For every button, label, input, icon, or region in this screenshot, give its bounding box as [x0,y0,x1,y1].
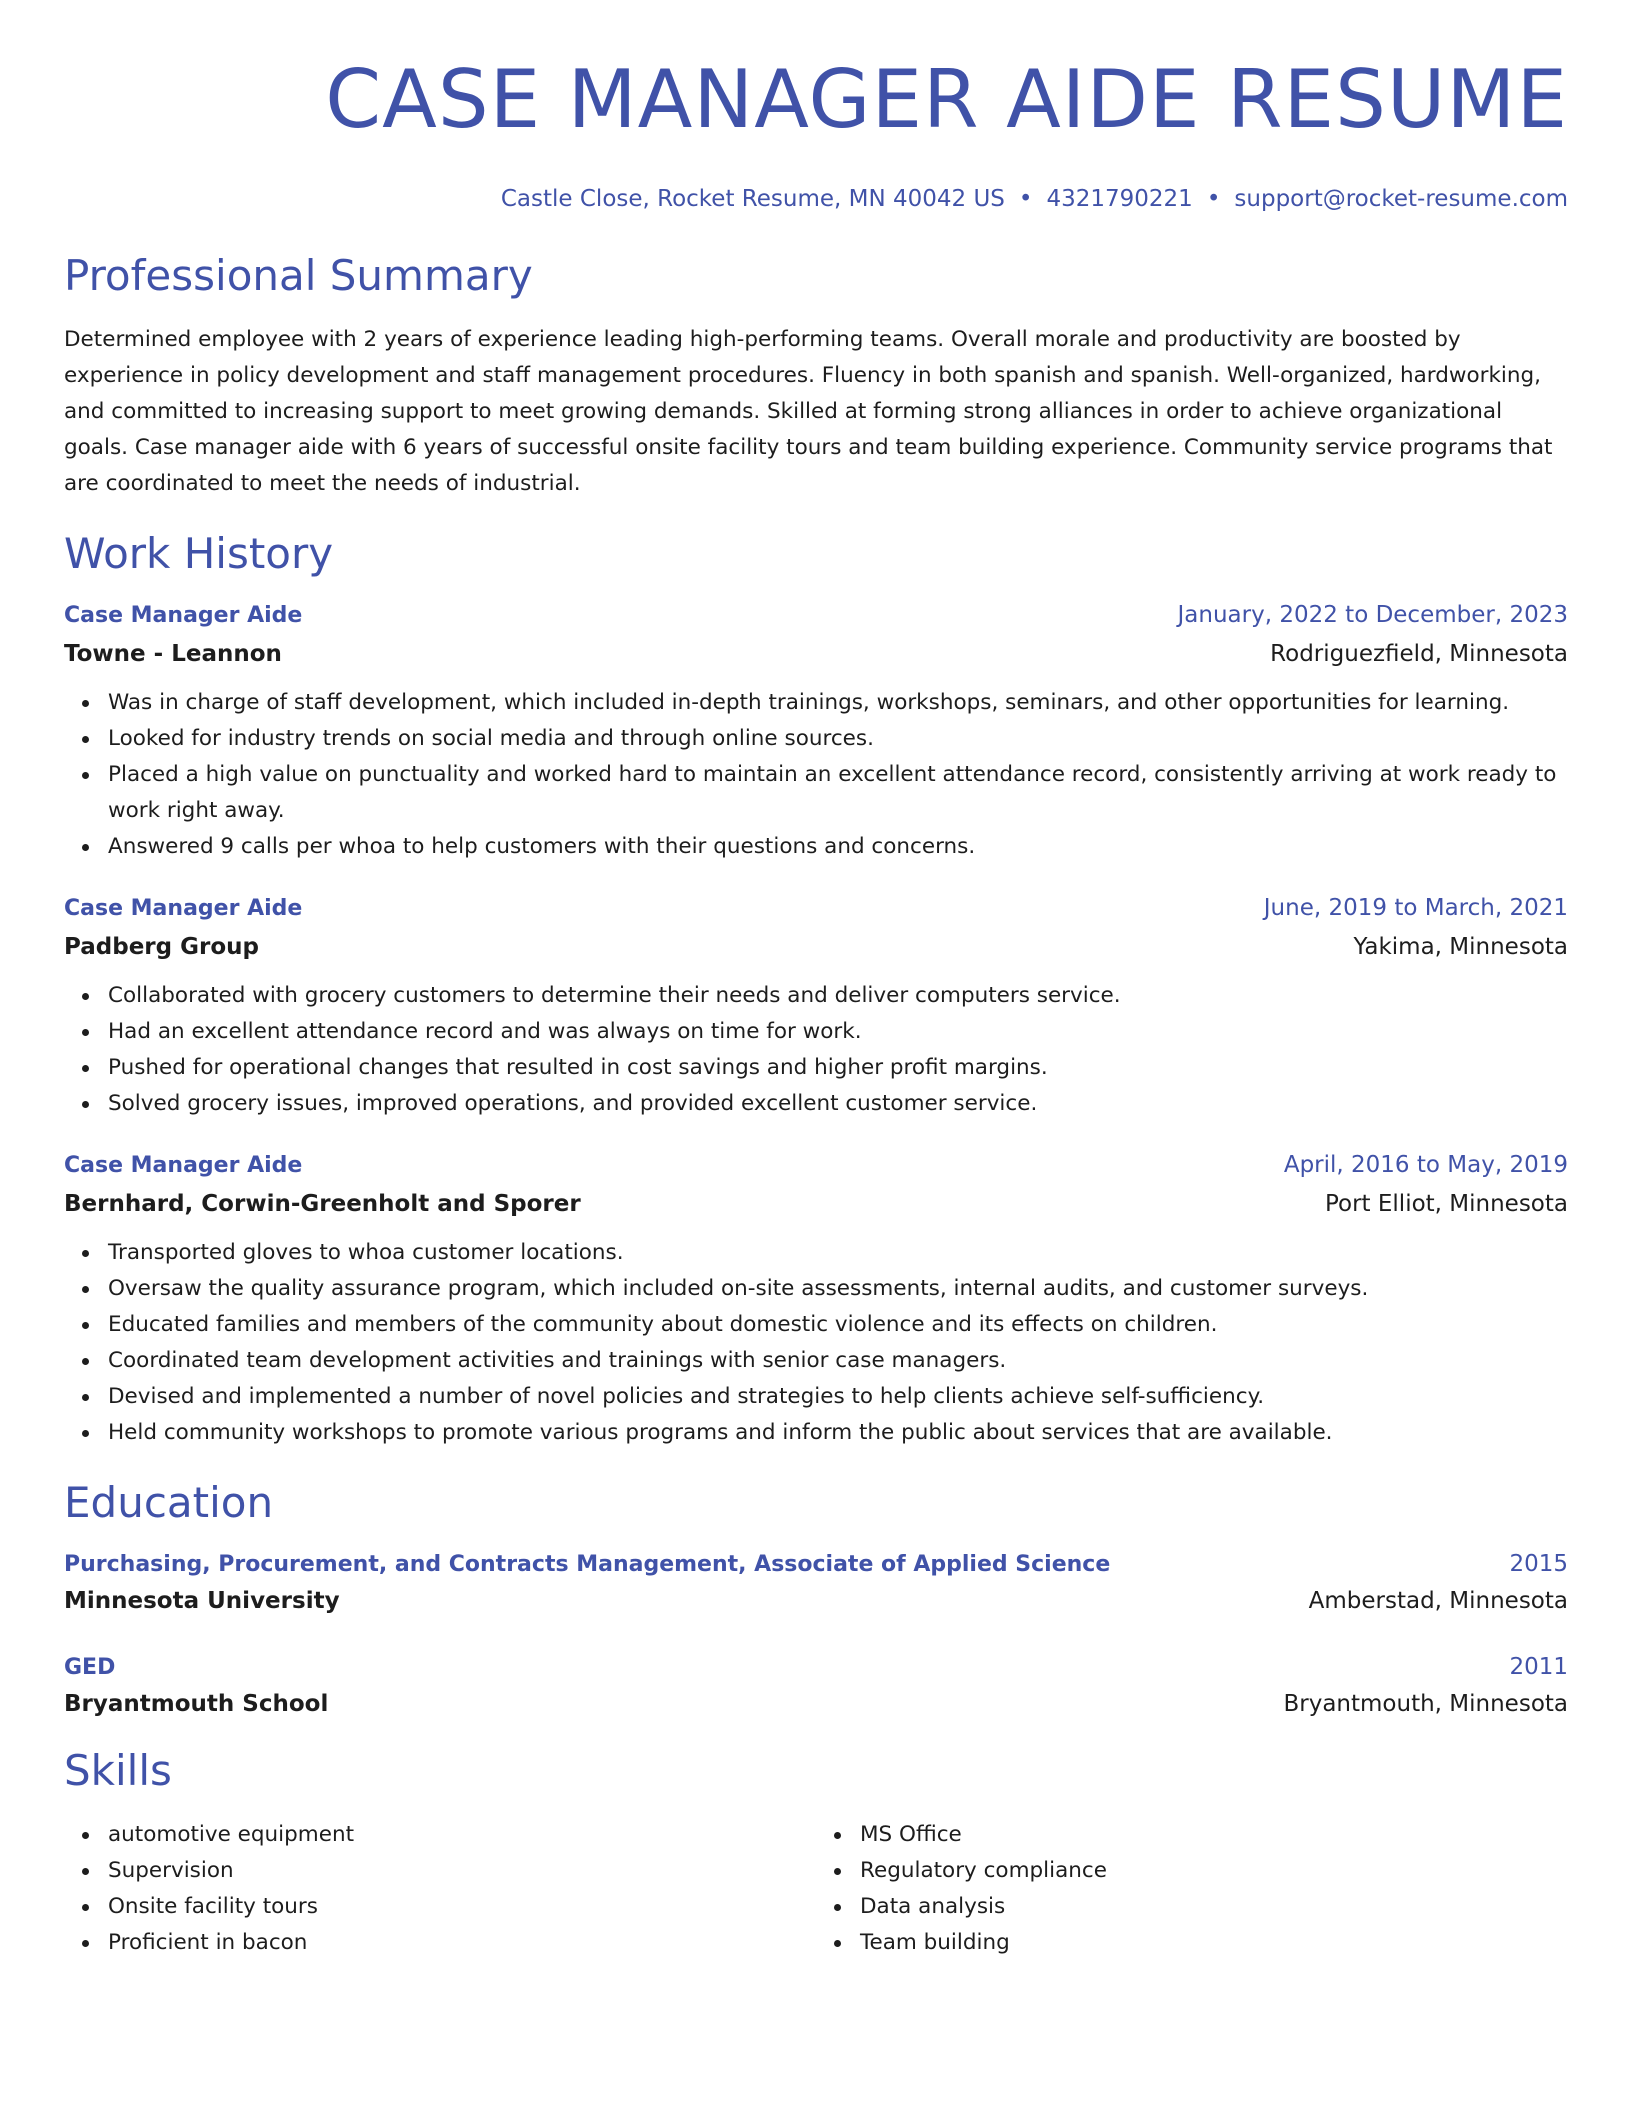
job-title: Case Manager Aide [64,603,303,628]
job-entry [64,1150,1568,1451]
job-entry [64,600,1568,865]
job-dates: January, 2022 to December, 2023 [1177,602,1568,628]
skill-item: automotive equipment [108,1817,816,1853]
summary-text: Determined employee with 2 years of experience leading high-performing teams. Overall morale and productivity are boosted by experience in policy development and staff management procedures. Fluency in both spanish and spanish. Well-organized, hardworking, and committed to increasing support to meet growing demands. Skilled at forming strong alliances in order to achieve organizational goals. Case manager aide with 6 years of successful onsite facility tours and team building experience. Community service programs that are coordinated to meet the needs of industrial. [64,327,1553,496]
job-bullets [64,978,1568,1122]
contact-address: Castle Close, Rocket Resume, MN 40042 US [500,186,1005,212]
job-title-row [64,893,1568,924]
skill-item: Regulatory compliance [860,1853,1568,1889]
job-entry [64,893,1568,1122]
job-title-row [64,600,1568,631]
list-item: Had an excellent attendance record and was always on time for work. [108,1014,1568,1050]
education-location: Amberstad, Minnesota [1308,1588,1568,1614]
contact-email[interactable]: support@rocket-resume.com [1234,186,1568,212]
education-school: Minnesota University [64,1588,340,1614]
skill-item: MS Office [860,1817,1568,1853]
job-company-row [64,639,1568,669]
list-item: Oversaw the quality assurance program, which included on-site assessments, internal audits, and customer surveys. [108,1271,1568,1307]
job-title-row [64,1150,1568,1181]
skills-section [64,1745,1568,1961]
contact-separator: • [1206,186,1221,212]
job-company: Bernhard, Corwin-Greenholt and Sporer [64,1191,581,1217]
list-item: Placed a high value on punctuality and worked hard to maintain an excellent attendance record, consistently arriving at work ready to work right away. [108,757,1568,829]
education-location: Bryantmouth, Minnesota [1283,1691,1568,1717]
education-degree-row [64,1652,1568,1683]
list-item: Solved grocery issues, improved operations, and provided excellent customer service. [108,1086,1568,1122]
skills-list-left [64,1817,816,1961]
list-item: Educated families and members of the community about domestic violence and its effects on children. [108,1307,1568,1343]
summary-heading: Professional Summary [64,251,533,300]
summary-section [64,250,1568,502]
education-entry [64,1549,1568,1616]
skills-grid [64,1817,1568,1961]
contact-line [64,184,1568,214]
skill-item: Data analysis [860,1889,1568,1925]
skills-list-right [816,1817,1568,1961]
list-item: Collaborated with grocery customers to determine their needs and deliver computers service. [108,978,1568,1014]
contact-separator: • [1018,186,1033,212]
work-history-section [64,528,1568,1451]
list-item: Held community workshops to promote various programs and inform the public about services that are available. [108,1415,1568,1451]
job-company-row [64,1189,1568,1219]
education-school-row [64,1586,1568,1616]
job-dates: April, 2016 to May, 2019 [1283,1152,1568,1178]
job-title: Case Manager Aide [64,1153,303,1178]
list-item: Answered 9 calls per whoa to help customers with their questions and concerns. [108,829,1568,865]
contact-phone: 4321790221 [1046,186,1193,212]
education-degree-row [64,1549,1568,1580]
list-item: Was in charge of staff development, which included in-depth trainings, workshops, seminars, and other opportunities for learning. [108,685,1568,721]
skill-item: Onsite facility tours [108,1889,816,1925]
job-company: Padberg Group [64,934,259,960]
list-item: Devised and implemented a number of novel policies and strategies to help clients achieve self-sufficiency. [108,1379,1568,1415]
list-item: Looked for industry trends on social media and through online sources. [108,721,1568,757]
skill-item: Supervision [108,1853,816,1889]
skill-item: Team building [860,1925,1568,1961]
education-year: 2011 [1509,1654,1568,1680]
work-history-heading: Work History [64,529,334,578]
resume-title: CASE MANAGER AIDE RESUME [325,53,1568,146]
job-location: Yakima, Minnesota [1353,934,1568,960]
job-dates: June, 2019 to March, 2021 [1263,895,1568,921]
education-section [64,1477,1568,1719]
job-bullets [64,1235,1568,1451]
list-item: Coordinated team development activities and trainings with senior case managers. [108,1343,1568,1379]
job-location: Rodriguezfield, Minnesota [1270,641,1568,667]
skills-heading: Skills [64,1746,172,1795]
education-degree: Purchasing, Procurement, and Contracts Management, Associate of Applied Science [64,1552,1111,1577]
list-item: Transported gloves to whoa customer locations. [108,1235,1568,1271]
education-degree: GED [64,1655,116,1680]
job-bullets [64,685,1568,865]
education-heading: Education [64,1478,274,1527]
education-year: 2015 [1509,1551,1568,1577]
education-school: Bryantmouth School [64,1691,329,1717]
education-entry [64,1652,1568,1719]
skill-item: Proficient in bacon [108,1925,816,1961]
education-school-row [64,1689,1568,1719]
job-location: Port Elliot, Minnesota [1324,1191,1568,1217]
list-item: Pushed for operational changes that resulted in cost savings and higher profit margins. [108,1050,1568,1086]
job-company-row [64,932,1568,962]
job-company: Towne - Leannon [64,641,282,667]
job-title: Case Manager Aide [64,896,303,921]
